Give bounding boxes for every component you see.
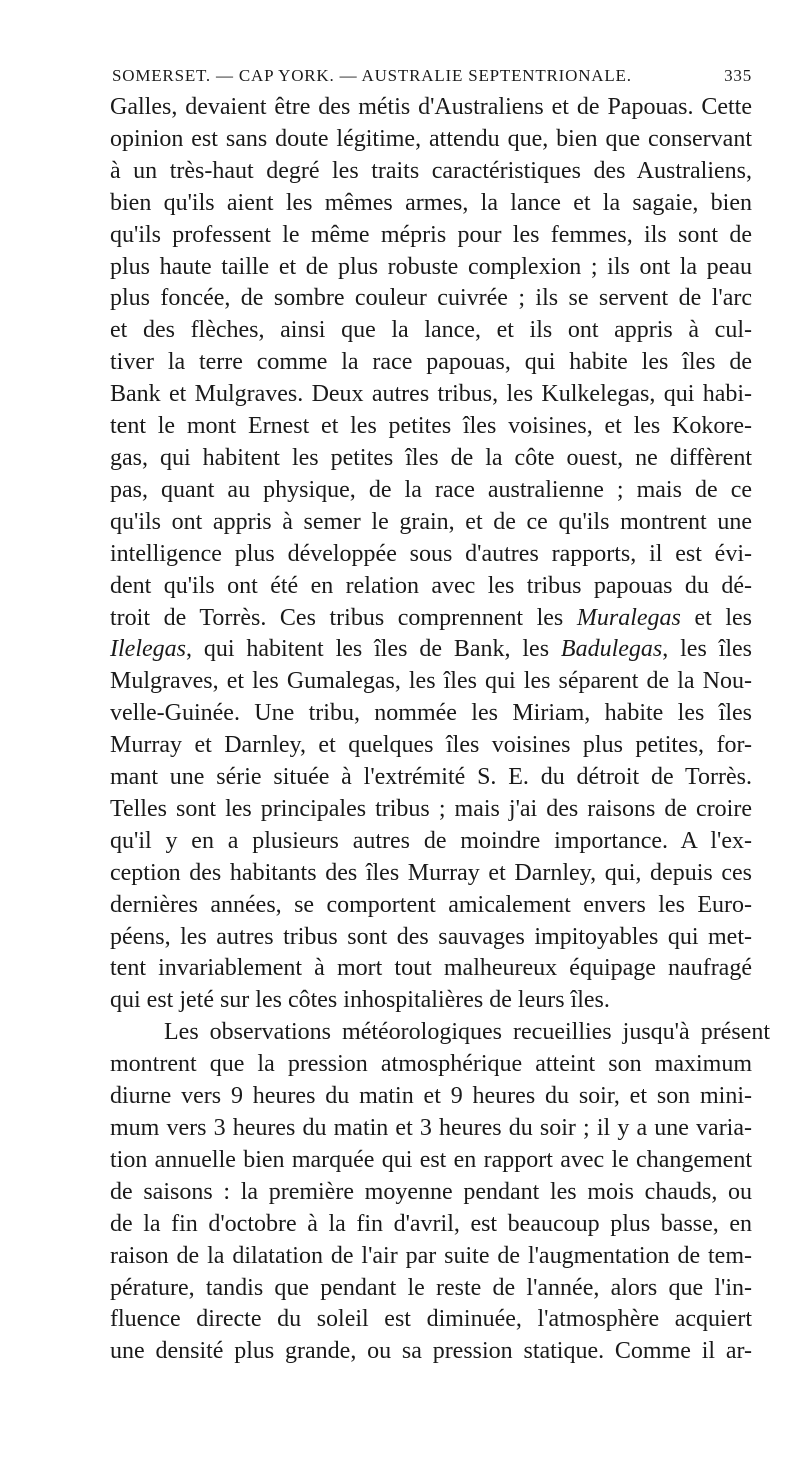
text-segment: et les <box>680 604 752 631</box>
text-line: à un très-haut degré les traits caractéristiques des Australiens, <box>110 157 752 184</box>
text-line: plus foncée, de sombre couleur cuivrée ; ils se servent de l'arc <box>110 285 752 312</box>
text-line: et des flèches, ainsi que la lance, et ils ont appris à cul- <box>110 317 752 344</box>
text-segment: , les îles <box>662 636 752 663</box>
text-line: ception des habitants des îles Murray et Darnley, qui, depuis ces <box>110 859 752 886</box>
text-line: pérature, tandis que pendant le reste de l'année, alors que l'in- <box>110 1274 752 1301</box>
text-line: péens, les autres tribus sont des sauvages impitoyables qui met- <box>110 923 752 950</box>
text-line: dernières années, se comportent amicalement envers les Euro- <box>110 891 752 918</box>
text-line: bien qu'ils aient les mêmes armes, la lance et la sagaie, bien <box>110 189 752 216</box>
text-line: Les observations météorologiques recueillies jusqu'à présent <box>164 1019 770 1046</box>
page-number: 335 <box>724 66 752 85</box>
text-line: Galles, devaient être des métis d'Australiens et de Papouas. Cette <box>110 94 752 120</box>
text-line-italic-names <box>110 603 752 635</box>
text-line: Mulgraves, et les Gumalegas, les îles qui les séparent de la Nou- <box>110 668 752 695</box>
text-line: de saisons : la première moyenne pendant les mois chauds, ou <box>110 1178 752 1205</box>
text-line: qu'ils professent le même mépris pour les femmes, ils sont de <box>110 221 752 248</box>
tribe-name-italic: Muralegas <box>576 604 681 631</box>
text-line: mant une série située à l'extrémité S. E. du détroit de Torrès. <box>110 764 752 791</box>
text-line: une densité plus grande, ou sa pression statique. Comme il ar- <box>110 1338 752 1365</box>
text-line: Murray et Darnley, et quelques îles voisines plus petites, for- <box>110 732 752 759</box>
text-line: fluence directe du soleil est diminuée, l'atmosphère acquiert <box>110 1306 752 1333</box>
text-line: qu'il y en a plusieurs autres de moindre importance. A l'ex- <box>110 827 752 854</box>
text-line: gas, qui habitent les petites îles de la côte ouest, ne diffèrent <box>110 444 752 471</box>
text-line: Telles sont les principales tribus ; mais j'ai des raisons de croire <box>110 795 752 822</box>
text-line: de la fin d'octobre à la fin d'avril, est beaucoup plus basse, en <box>110 1210 752 1237</box>
body-text <box>110 92 770 1368</box>
text-line: velle-Guinée. Une tribu, nommée les Miriam, habite les îles <box>110 700 752 727</box>
running-title: SOMERSET. — CAP YORK. — AUSTRALIE SEPTENTRIONALE. <box>112 66 632 85</box>
text-line: intelligence plus développée sous d'autres rapports, il est évi- <box>110 540 752 567</box>
text-line: Bank et Mulgraves. Deux autres tribus, les Kulkelegas, qui habi- <box>110 381 752 408</box>
text-line: tent le mont Ernest et les petites îles voisines, et les Kokore- <box>110 413 752 440</box>
text-line: tion annuelle bien marquée qui est en rapport avec le changement <box>110 1146 752 1173</box>
text-line: tiver la terre comme la race papouas, qui habite les îles de <box>110 349 752 376</box>
tribe-name-italic: Badulegas <box>560 636 663 663</box>
text-line: diurne vers 9 heures du matin et 9 heures du soir, et son mini- <box>110 1083 752 1110</box>
text-segment: troit de Torrès. Ces tribus comprennent les <box>110 604 577 631</box>
text-line: tent invariablement à mort tout malheureux équipage naufragé <box>110 955 752 982</box>
text-line: raison de la dilatation de l'air par suite de l'augmentation de tem- <box>110 1242 752 1269</box>
text-line: dent qu'ils ont été en relation avec les tribus papouas du dé- <box>110 572 752 599</box>
text-line-italic-names <box>110 634 752 666</box>
text-line: pas, quant au physique, de la race australienne ; mais de ce <box>110 476 752 503</box>
text-line: mum vers 3 heures du matin et 3 heures du soir ; il y a une varia- <box>110 1115 752 1141</box>
running-header <box>112 46 752 86</box>
text-segment: , qui habitent les îles de Bank, les <box>185 636 561 663</box>
text-line: montrent que la pression atmosphérique atteint son maximum <box>110 1051 752 1078</box>
paragraph-2 <box>110 1017 770 1368</box>
paragraph-1 <box>110 92 752 1017</box>
text-line: opinion est sans doute légitime, attendu que, bien que conservant <box>110 125 752 152</box>
text-line: plus haute taille et de plus robuste complexion ; ils ont la peau <box>110 253 752 280</box>
text-line: qui est jeté sur les côtes inhospitalières de leurs îles. <box>110 987 610 1014</box>
text-line: qu'ils ont appris à semer le grain, et de ce qu'ils montrent une <box>110 508 752 535</box>
tribe-name-italic: Ilelegas <box>110 636 186 663</box>
